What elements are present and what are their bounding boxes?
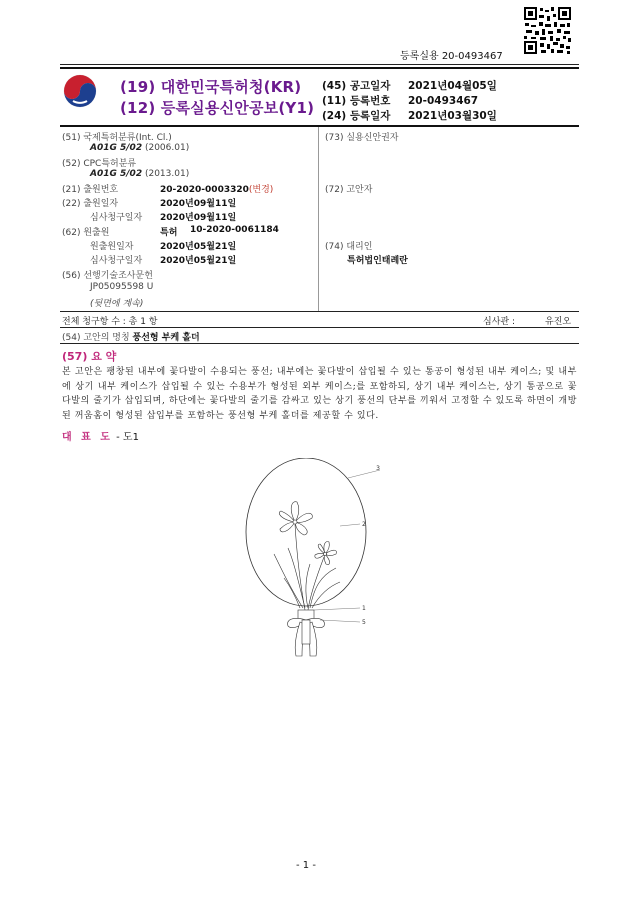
drawing-label-1: 1: [362, 605, 366, 612]
orig-kind: 특허: [160, 228, 178, 238]
title-row: [62, 330, 200, 343]
pub-row-value: 20-0493467: [408, 95, 479, 107]
examiner-label: 심사관 :: [483, 317, 515, 327]
cpc-date: (2013.01): [144, 169, 190, 179]
owner-label: (73) 실용신안권자: [325, 133, 399, 143]
office-name: (19) 대한민국특허청(KR): [120, 78, 302, 96]
qr-code: [523, 6, 572, 55]
registration-number: 등록실용 20-0493467: [400, 51, 503, 62]
orig-no: 10-2020-0061184: [190, 225, 279, 235]
abstract-heading: (57) 요 약: [62, 350, 117, 363]
pub-row-label: (24) 등록일자: [322, 110, 391, 122]
abstract-text: 본 고안은 팽창된 내부에 꽃다발이 수용되는 풍선; 내부에는 꽃다발이 삽입될 수 있는 통공이 형성된 내부 케이스; 및 내부에 상기 내부 케이스가 삽입될 수 있는 수용부가 형성된 외부 케이스;를 포함하되, 상기 내부 케이스는, 상기 통공으로 꽃다발의 줄기가 삽입되며, 하단에는 꽃다발의 줄기를 감싸고 있는 상기 풍선의 단부를 끼워서 고정할 수 있도록 하면이 개방된 꺼움홈이 형성된 삽입부를 포함하는 풍선형 부케 홀더를 제공할 수 있다.: [62, 367, 577, 421]
continued-note: (뒷면에 계속): [90, 299, 144, 309]
agent-label: (74) 대리인: [325, 242, 373, 252]
ipc-label: (51) 국제특허분류(Int. Cl.): [62, 133, 172, 143]
drawing-label-3: 3: [376, 465, 380, 472]
claims-bottom-rule: [60, 327, 579, 328]
app-date: 2020년09월11일: [160, 199, 237, 209]
exam-req-date: 2020년09월11일: [160, 213, 237, 223]
orig-exam-date: 2020년05월21일: [160, 256, 237, 266]
ipc-date: (2006.01): [144, 143, 190, 153]
pub-row-value: 2021년03월30일: [408, 110, 497, 122]
exam-req-label: 심사청구일자: [90, 213, 143, 223]
header-bottom-rule: [60, 125, 579, 127]
cpc-label: (52) CPC특허분류: [62, 159, 137, 169]
orig-exam-label: 심사청구일자: [90, 256, 143, 266]
pub-row-label: (11) 등록번호: [322, 95, 391, 107]
pub-row-label: (45) 공고일자: [322, 80, 391, 92]
ipc-row: [90, 143, 189, 153]
claims-top-rule: [60, 311, 579, 312]
column-divider: [318, 127, 319, 312]
orig-app-date: 2020년05월21일: [160, 242, 237, 252]
utility-model-title: 풍선형 부케 홀더: [132, 333, 200, 343]
app-no-row: [160, 182, 273, 195]
publication-type: (12) 등록실용신안공보(Y1): [120, 99, 315, 117]
cpc-row: [90, 169, 189, 179]
examiner-name: 유진오: [545, 317, 572, 327]
orig-label: (62) 원출원: [62, 228, 110, 238]
prior-art-label: (56) 선행기술조사문헌: [62, 271, 153, 281]
agent-name: 특허법인태례란: [347, 256, 408, 266]
pub-row-regno: [322, 93, 478, 108]
pub-row-announce: [322, 78, 497, 93]
balloon-bouquet-drawing: [240, 458, 380, 668]
app-no-note: (변경): [248, 185, 274, 195]
page-number: - 1 -: [296, 860, 316, 871]
header-top-rule-thick: [60, 67, 579, 69]
prior-art-doc: JP05095598 U: [90, 282, 154, 292]
header-top-rule: [60, 64, 579, 65]
ipc-code: A01G 5/02: [90, 143, 143, 153]
claims-count: 전체 청구항 수 : 총 1 항: [62, 317, 158, 327]
title-bottom-rule: [60, 343, 579, 344]
kipo-emblem-icon: [63, 74, 97, 108]
cpc-code: A01G 5/02: [90, 169, 143, 179]
drawing-label-2: 2: [362, 521, 366, 528]
orig-app-date-label: 원출원일자: [90, 242, 134, 252]
pub-row-value: 2021년04월05일: [408, 80, 497, 92]
rep-figure-value: - 도1: [116, 432, 139, 443]
drawing-label-5: 5: [362, 619, 366, 626]
app-date-label: (22) 출원일자: [62, 199, 119, 209]
representative-figure: [62, 428, 139, 443]
inventor-label: (72) 고안자: [325, 185, 373, 195]
app-no-label: (21) 출원번호: [62, 185, 119, 195]
rep-figure-label: 대 표 도: [62, 432, 113, 443]
app-no: 20-2020-0003320: [160, 185, 249, 195]
title-label: (54) 고안의 명칭: [62, 333, 130, 343]
pub-row-regdate: [322, 108, 497, 123]
